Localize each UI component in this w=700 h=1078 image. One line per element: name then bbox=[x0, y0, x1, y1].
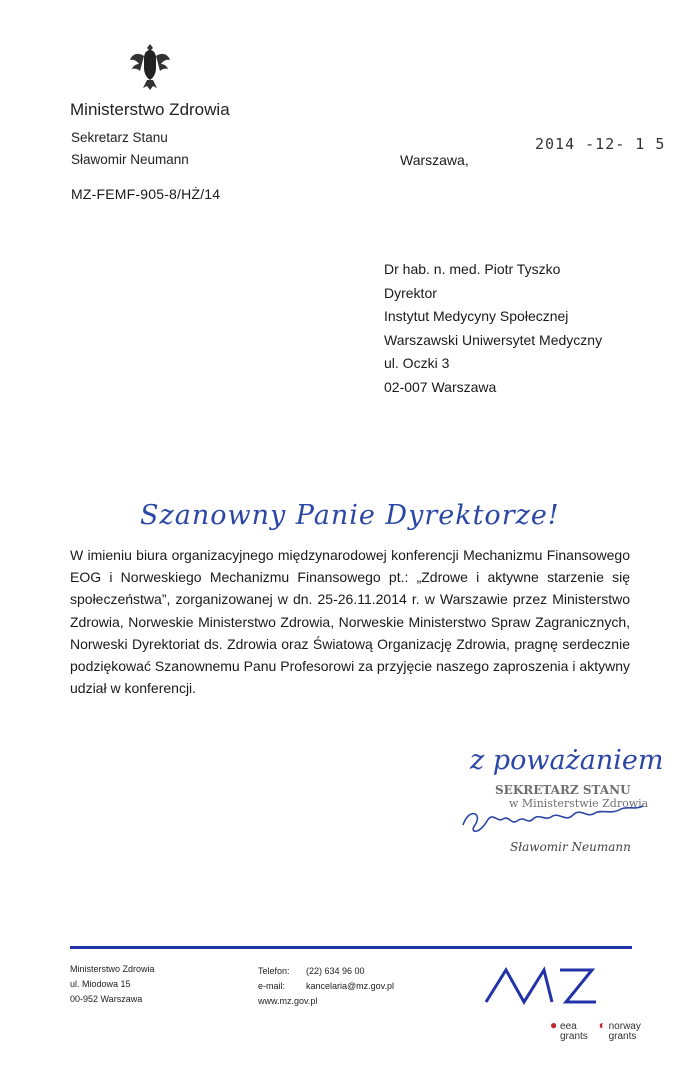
stamp-subtitle: w Ministerstwie Zdrowia bbox=[509, 797, 649, 810]
recipient-line: Warszawski Uniwersytet Medyczny bbox=[384, 331, 603, 348]
email-label: e-mail: bbox=[258, 981, 286, 991]
footer-contact bbox=[258, 964, 394, 1009]
ministry-name: Ministerstwo Zdrowia bbox=[70, 100, 230, 119]
recipient-line: Dr hab. n. med. Piotr Tyszko bbox=[384, 261, 561, 277]
place: Warszawa, bbox=[400, 152, 469, 168]
norway-logo-icon: ◐ bbox=[598, 1018, 606, 1032]
reference-number: MZ-FEMF-905-8/HŻ/14 bbox=[71, 186, 221, 202]
eea-grants-label: grants bbox=[560, 1031, 588, 1042]
recipient-line: Dyrektor bbox=[384, 284, 437, 301]
mz-logo-icon bbox=[484, 962, 604, 1006]
footer-address-line: Ministerstwo Zdrowia bbox=[70, 964, 155, 974]
eea-logo-icon: ● bbox=[550, 1018, 558, 1032]
letter-body: W imieniu biura organizacyjnego międzynarodowej konferencji Mechanizmu Finansowego EOG i Norweskiego Mechanizmu Finansowego pt.: „Zdrowe i aktywne starzenie się społeczeństwa”, zorganizowanej w dn. 25-26.11.2014 r. w Warszawie przez Ministerstwo Zdrowia, Norweskie Ministerstwo Zdrowia, Norweskie Ministerstwo Spraw Zagranicznych, Norweski Dyrektoriat ds. Zdrowia oraz Światową Organizację Zdrowia, pragnę serdecznie podziękować Szanownemu Panu Profesorowi za przyjęcie naszego zaproszenia i aktywny udział w konferencji. bbox=[70, 547, 630, 697]
sender-position: Sekretarz Stanu bbox=[71, 130, 168, 145]
norway-grants-label: grants bbox=[608, 1031, 637, 1042]
footer-address-line: 00-952 Warszawa bbox=[70, 994, 143, 1004]
eea-label: eea bbox=[560, 1021, 577, 1032]
stamp-signatory-name: Sławomir Neumann bbox=[510, 840, 631, 854]
website-link[interactable]: www.mz.gov.pl bbox=[258, 996, 318, 1006]
handwritten-closing: z poważaniem bbox=[470, 745, 664, 776]
polish-eagle-emblem-icon bbox=[128, 40, 172, 92]
norway-label: norway bbox=[608, 1021, 641, 1032]
recipient-line: 02-007 Warszawa bbox=[384, 378, 497, 395]
sender-name: Sławomir Neumann bbox=[71, 152, 189, 167]
recipient-line: ul. Oczki 3 bbox=[384, 355, 450, 371]
phone-label: Telefon: bbox=[258, 966, 290, 976]
phone-value: (22) 634 96 00 bbox=[306, 966, 365, 976]
signature-scribble bbox=[455, 795, 675, 840]
recipient-address bbox=[384, 258, 602, 399]
handwritten-salutation: Szanowny Panie Dyrektorze! bbox=[140, 500, 560, 531]
footer-divider bbox=[70, 946, 632, 949]
stamp-title: SEKRETARZ STANU bbox=[495, 783, 631, 797]
recipient-line: Instytut Medycyny Społecznej bbox=[384, 308, 569, 324]
eea-grants-logo bbox=[550, 1020, 588, 1042]
norway-grants-logo bbox=[599, 1020, 641, 1042]
footer-address-line: ul. Miodowa 15 bbox=[70, 979, 131, 989]
footer-address bbox=[70, 962, 155, 1007]
grants-logos bbox=[550, 1020, 641, 1042]
date-stamp: 2014 -12- 1 5 bbox=[535, 135, 666, 153]
email-link[interactable]: kancelaria@mz.gov.pl bbox=[306, 981, 395, 991]
